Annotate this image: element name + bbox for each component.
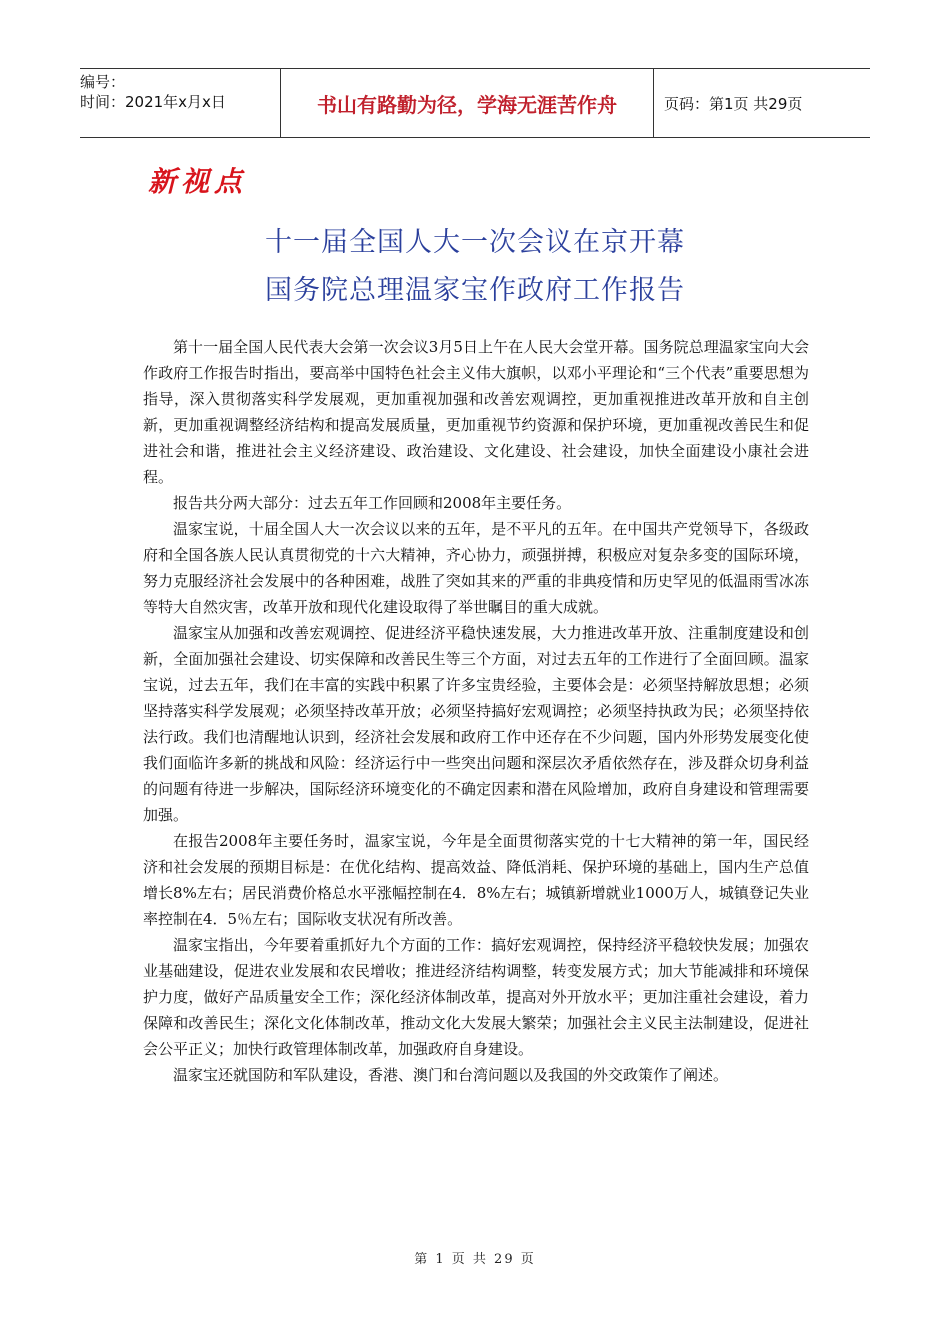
paragraph: 温家宝从加强和改善宏观调控、促进经济平稳快速发展，大力推进改革开放、注重制度建设和创新，全面加强社会建设、切实保障和改善民生等三个方面，对过去五年的工作进行了全面回顾。温家宝说，过去五年，我们在丰富的实践中积累了许多宝贵经验，主要体会是：必须坚持解放思想；必须坚持落实科学发展观；必须坚持改革开放；必须坚持搞好宏观调控；必须坚持执政为民；必须坚持依法行政。我们也清醒地认识到，经济社会发展和政府工作中还存在不少问题，国内外形势发展变化使我们面临许多新的挑战和风险：经济运行中一些突出问题和深层次矛盾依然存在，涉及群众切身利益的问题有待进一步解决，国际经济环境变化的不确定因素和潜在风险增加，政府自身建设和管理需要加强。 [143, 624, 809, 824]
paragraph: 报告共分两大部分：过去五年工作回顾和2008年主要任务。 [173, 494, 572, 512]
paragraph: 第十一届全国人民代表大会第一次会议3月5日上午在人民大会堂开幕。国务院总理温家宝向大会作政府工作报告时指出，要高举中国特色社会主义伟大旗帜，以邓小平理论和“三个代表”重要思想为指导，深入贯彻落实科学发展观，更加重视加强和改善宏观调控，更加重视推进改革开放和自主创新，更加重视调整经济结构和提高发展质量，更加重视节约资源和保护环境，更加重视改善民生和促进社会和谐，推进社会主义经济建设、政治建设、文化建设、社会建设，加快全面建设小康社会进程。 [143, 338, 809, 486]
paragraph: 温家宝说，十届全国人大一次会议以来的五年，是不平凡的五年。在中国共产党领导下，各级政府和全国各族人民认真贯彻党的十六大精神，齐心协力，顽强拼搏，积极应对复杂多变的国际环境，努力克服经济社会发展中的各种困难，战胜了突如其来的严重的非典疫情和历史罕见的低温雨雪冰冻等特大自然灾害，改革开放和现代化建设取得了举世瞩目的重大成就。 [143, 520, 809, 616]
number-label: 编号： [80, 73, 126, 91]
paragraph: 温家宝指出，今年要着重抓好九个方面的工作：搞好宏观调控，保持经济平稳较快发展；加强农业基础建设，促进农业发展和农民增收；推进经济结构调整，转变发展方式；加大节能减排和环境保护力度，做好产品质量安全工作；深化经济体制改革，提高对外开放水平；更加注重社会建设，着力保障和改善民生；深化文化体制改革，推动文化大发展大繁荣；加强社会主义民主法制建设，促进社会公平正义；加快行政管理体制改革，加强政府自身建设。 [143, 936, 809, 1058]
article-title-line-2: 国务院总理温家宝作政府工作报告 [265, 275, 685, 306]
page-header [80, 68, 870, 138]
paragraph: 温家宝还就国防和军队建设，香港、澳门和台湾问题以及我国的外交政策作了阐述。 [173, 1066, 729, 1084]
article-body [143, 334, 809, 1088]
paragraph: 在报告2008年主要任务时，温家宝说，今年是全面贯彻落实党的十七大精神的第一年，国民经济和社会发展的预期目标是：在优化结构、提高效益、降低消耗、保护环境的基础上，国内生产总值增长8%左右；居民消费价格总水平涨幅控制在4．8%左右；城镇新增就业1000万人，城镇登记失业率控制在4．5％左右；国际收支状况有所改善。 [143, 832, 809, 928]
time-label: 时间：2021年x月x日 [80, 93, 226, 111]
page-footer: 第 1 页 共 29 页 [414, 1252, 536, 1267]
section-tag: 新视点 [148, 165, 248, 198]
header-page-info: 页码：第1页 共29页 [664, 94, 803, 113]
article-title-line-1: 十一届全国人大一次会议在京开幕 [265, 227, 685, 258]
header-motto: 书山有路勤为径，学海无涯苦作舟 [280, 69, 654, 137]
header-meta [80, 69, 280, 137]
